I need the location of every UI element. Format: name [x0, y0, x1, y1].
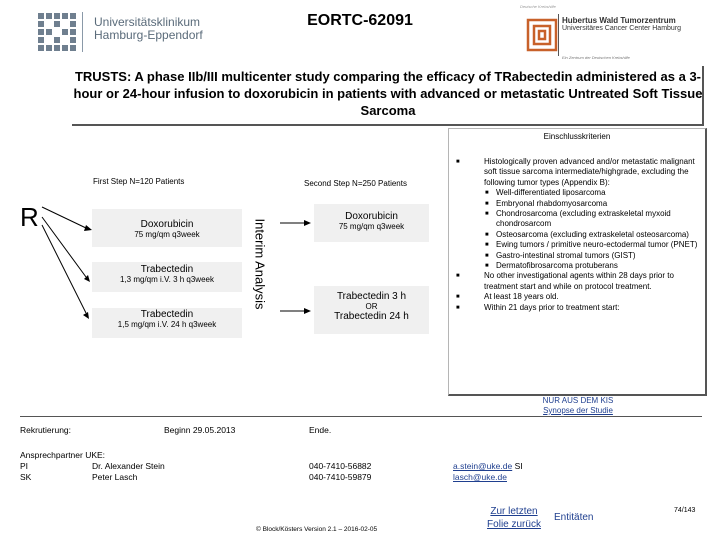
copyright: © Block/Kösters Version 2.1 – 2016-02-05: [256, 526, 378, 533]
subcriterion: ■ Chondrosarcoma (excluding extraskeletal myxoid chondrosarcom: [485, 209, 671, 229]
first-step-label: First Step N=120 Patients: [93, 177, 185, 186]
hw-logo-foot-text: Ein Zentrum der Deutschen Krebshilfe: [562, 55, 630, 60]
pi-email-suffix: SI: [514, 461, 523, 471]
arm-trabectedin-3h-name: Trabectedin: [140, 264, 194, 275]
pi-name: Dr. Alexander Stein: [92, 461, 165, 471]
kis-note-text: NUR AUS DEM KIS: [542, 396, 614, 405]
second-step-label: Second Step N=250 Patients: [304, 179, 407, 188]
bullet-icon: ■: [485, 211, 489, 218]
page-title: EORTC-62091: [307, 12, 413, 29]
sk-email-link[interactable]: lasch@uke.de: [453, 472, 507, 482]
criterion-age: ■ At least 18 years old.: [456, 292, 559, 302]
arm-trabectedin-3h-dose: 1,3 mg/qm i.V. 3 h q3week: [120, 275, 214, 284]
step2-trabectedin-24h: Trabectedin 24 h: [334, 311, 409, 322]
bullet-icon: ■: [485, 242, 489, 249]
arm-doxorubicin-dose: 75 mg/qm q3week: [134, 230, 200, 239]
recruitment-begin: Beginn 29.05.2013: [164, 425, 236, 435]
step2-or-label: OR: [365, 302, 378, 311]
randomization-label: R: [20, 202, 39, 232]
bullet-icon: ■: [456, 273, 460, 280]
arm-trabectedin-24h-box: [92, 308, 242, 338]
step2-doxorubicin-name: Doxorubicin: [345, 211, 398, 222]
interim-analysis-label: Interim Analysis: [252, 218, 268, 310]
synopsis-link[interactable]: Synopse der Studie: [543, 406, 613, 415]
bullet-icon: ■: [485, 252, 489, 259]
subcriterion: ■ Embryonal rhabdomyosarcoma: [485, 198, 608, 208]
study-title: TRUSTS: A phase IIb/III multicenter study comparing the efficacy of TRabectedin administered as a 3-hour or 24-hour infusion to doxorubicin in patients with advanced or metastatic Untreated Soft Tissue Sarcoma: [73, 69, 703, 118]
criterion-histology: ■ Histologically proven advanced and/or metastatic malignant soft tissue sarcoma intermediate/highgrade, excluding the following tumor types (Appendix B):: [456, 157, 695, 187]
criterion-timing: ■ Within 21 days prior to treatment start:: [456, 302, 620, 312]
arm-trabectedin-3h-box: [92, 262, 242, 292]
recruitment-label: Rekrutierung:: [20, 425, 72, 435]
pi-phone: 040-7410-56882: [309, 461, 372, 471]
criterion-no-investigational: ■ No other investigational agents within 28 days prior to treatment start and while on protocol treatment.: [456, 271, 674, 291]
step2-trabectedin-box: [314, 286, 429, 334]
bullet-icon: ■: [456, 294, 460, 301]
arrow-to-trabectedin-3h: [42, 217, 86, 277]
arm-trabectedin-24h-dose: 1,5 mg/qm i.V. 24 h q3week: [117, 320, 217, 329]
divider: [20, 416, 702, 417]
kis-note: [456, 396, 700, 416]
step2-trabectedin-3h: Trabectedin 3 h: [336, 291, 407, 302]
recruitment-end: Ende.: [309, 425, 332, 435]
hw-logo-tiny-text: Deutsche Krebshilfe: [520, 4, 556, 9]
bullet-icon: ■: [456, 304, 460, 311]
bullet-icon: ■: [485, 190, 489, 197]
subcriterion: ■ Dermatofibrosarcoma protuberans: [485, 261, 618, 271]
step2-doxorubicin-box: [314, 204, 429, 242]
sk-role: SK: [20, 472, 32, 482]
arrow-to-doxorubicin: [42, 207, 86, 228]
hw-logo-text: Hubertus Wald Tumorzentrum Universitäres Cancer Center Hamburg: [562, 16, 682, 32]
sk-email-line: [453, 472, 507, 483]
bullet-icon: ■: [485, 231, 489, 238]
inclusion-criteria-list: [456, 157, 702, 313]
subcriterion: ■ Ewing tumors / primitive neuro-ectodermal tumor (PNET): [485, 240, 698, 250]
subcriterion: ■ Well-differentiated liposarcoma: [485, 188, 606, 198]
arm-doxorubicin-box: [92, 209, 242, 247]
subcriterion: ■ Osteosarcoma (excluding extraskeletal osteosarcoma): [485, 229, 689, 239]
bullet-icon: ■: [456, 159, 460, 165]
sk-phone: 040-7410-59879: [309, 472, 372, 482]
pi-email-line: [453, 461, 523, 472]
inclusion-criteria-heading: Einschlusskriterien: [543, 132, 611, 141]
arrow-to-trabectedin-24h: [42, 225, 86, 313]
arm-trabectedin-24h-name: Trabectedin: [140, 309, 194, 320]
page-number: 74/143: [674, 507, 696, 514]
step2-doxorubicin-dose: 75 mg/qm q3week: [338, 222, 405, 231]
entities-link[interactable]: Entitäten: [554, 512, 594, 523]
subcriterion: ■ Gastro-intestinal stromal tumors (GIST): [485, 250, 636, 260]
arm-doxorubicin-name: Doxorubicin: [140, 219, 194, 230]
contact-heading: Ansprechpartner UKE:: [20, 450, 106, 460]
pi-email-link[interactable]: a.stein@uke.de: [453, 461, 513, 471]
bullet-icon: ■: [485, 263, 489, 270]
back-link[interactable]: Zur letzten Folie zurück: [487, 506, 541, 530]
pi-role: PI: [20, 461, 29, 471]
bullet-icon: ■: [485, 200, 489, 207]
sk-name: Peter Lasch: [92, 472, 138, 482]
uke-logo-text: Universitätsklinikum Hamburg-Eppendorf: [94, 15, 203, 42]
